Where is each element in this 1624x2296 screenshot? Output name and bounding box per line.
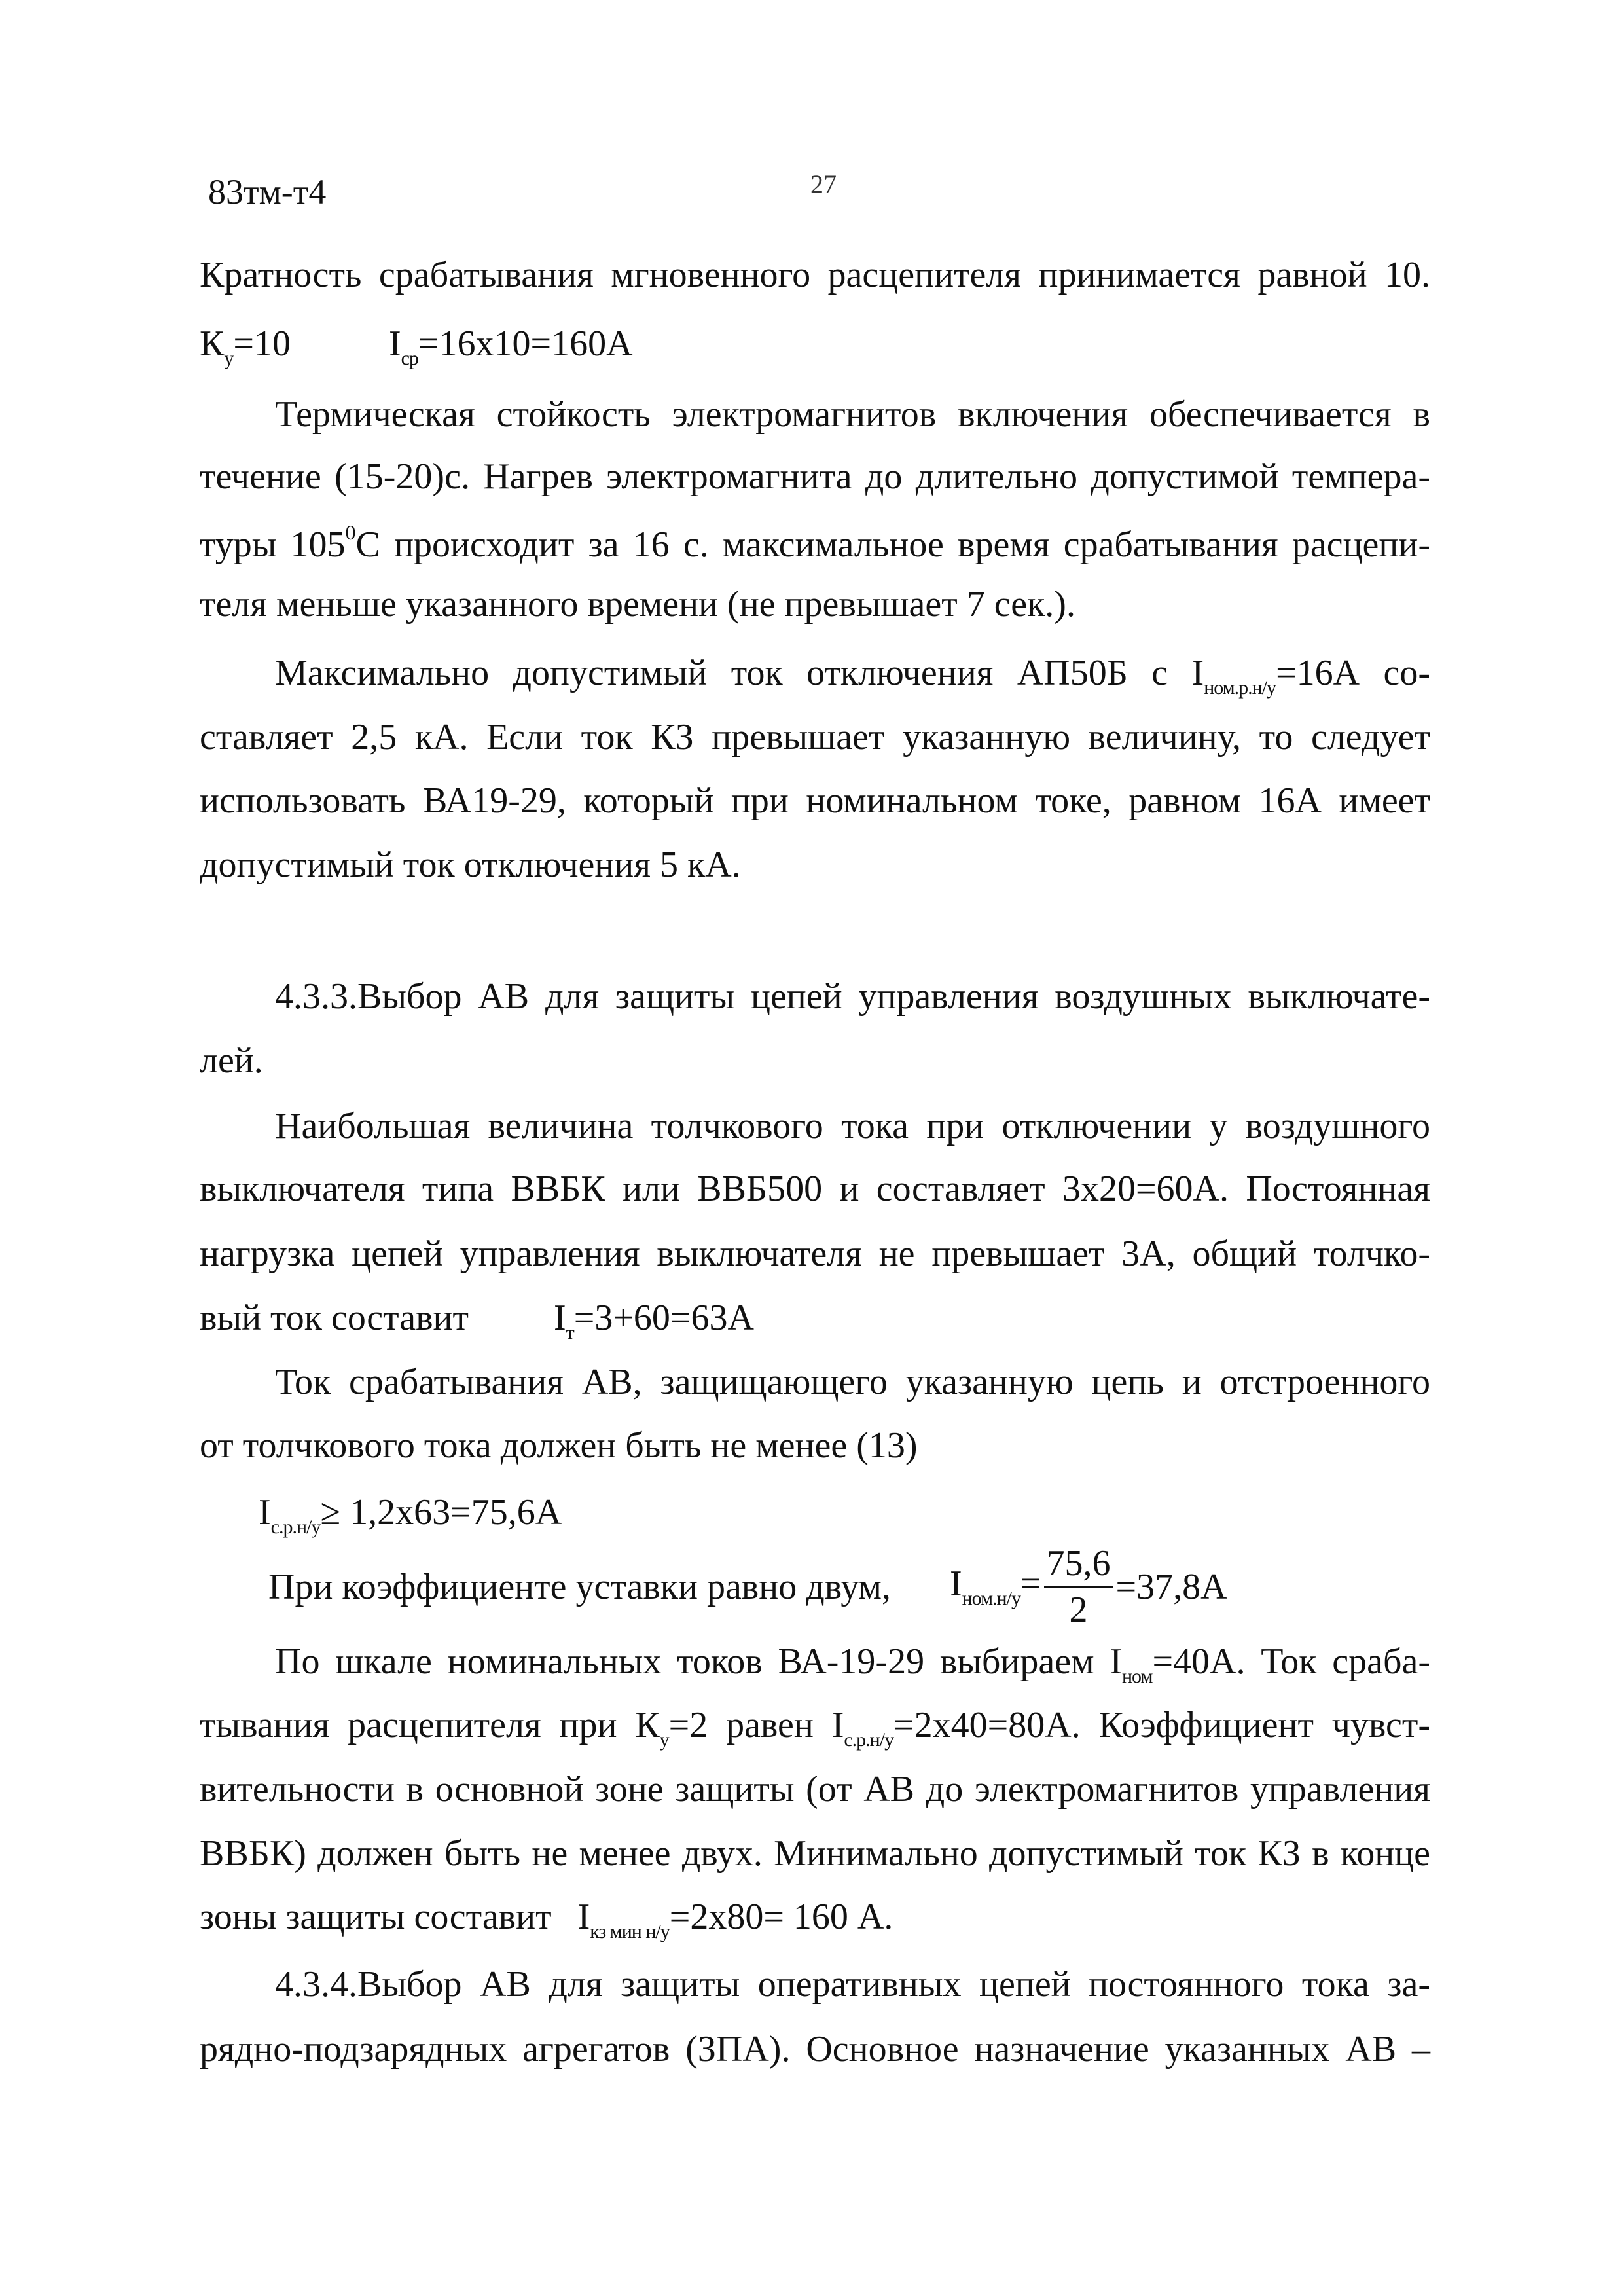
fraction: $\frac{75,6}{2}$ <box>1044 1545 1113 1628</box>
p2-line2: течение (15-20)с. Нагрев электромагнита до длительно допустимой темпера- <box>200 456 1430 497</box>
p3-line2: ставляет 2,5 кА. Если ток КЗ превышает указанную величину, то следует <box>200 717 1430 757</box>
p6-line4: ВВБК) должен быть не менее двух. Минимально допустимый ток КЗ в конце <box>200 1833 1430 1874</box>
section-4-3-4-heading: 4.3.4.Выбор АВ для защиты оперативных цепей постоянного тока за- <box>275 1964 1430 2005</box>
p4-line1: Наибольшая величина толчкового тока при отключении у воздушного <box>275 1106 1430 1146</box>
p3-line3: использовать ВА19-29, который при номинальном токе, равном 16А имеет <box>200 780 1430 821</box>
p3-line4: допустимый ток отключения 5 кА. <box>200 845 741 885</box>
section-4-3-3-heading: 4.3.3.Выбор АВ для защиты цепей управления воздушных выключате- <box>275 976 1430 1017</box>
p2-line4: теля меньше указанного времени (не превышает 7 сек.). <box>200 584 1075 625</box>
p6-line2: тывания расцепителя при $К_у=2$ равен $I_{с.р.н/у}=2х40=80А$. Коэффициент чувст- <box>200 1705 1431 1751</box>
formula-rated-current: При коэффициенте уставки равно двум, $I_{ном.н/у}=$ $\frac{75,6}{2}$ =37,8А <box>268 1543 1227 1630</box>
p5-line1: Ток срабатывания АВ, защищающего указанную цепь и отстроенного <box>275 1362 1430 1402</box>
p3-line1: Максимально допустимый ток отключения АП50Б с $I_{ном.р.н/у}=16А$ со- <box>275 653 1431 699</box>
formula-breaking-current: $I_{с.р.н/у}\ge 1,2х63=75,6А$ <box>259 1492 562 1538</box>
section-4-3-4-line2: рядно-подзарядных агрегатов (ЗПА). Основное назначение указанных АВ – <box>200 2029 1430 2069</box>
p5-line2: от толчкового тока должен быть не менее (13) <box>200 1425 918 1466</box>
p6-line3: вительности в основной зоне защиты (от АВ до электромагнитов управления <box>200 1769 1430 1810</box>
p4-line3: нагрузка цепей управления выключателя не превышает 3А, общий толчко- <box>200 1233 1430 1274</box>
p4-line2: выключателя типа ВВБК или ВВБ500 и составляет 3х20=60А. Постоянная <box>200 1169 1430 1209</box>
p6-line5: зоны защиты составит $I_{кз мин н/у}=2х80= 160$ А. <box>200 1897 893 1942</box>
section-4-3-3-heading-cont: лей. <box>200 1040 263 1081</box>
page-number: 27 <box>810 170 837 199</box>
p2-line3: туры $105^0С$ происходит за 16 с. максимальное время срабатывания расцепи- <box>200 520 1430 565</box>
p2-line1: Термическая стойкость электромагнитов включения обеспечивается в <box>275 394 1430 435</box>
p4-line4: вый ток составит $I_т=3+60=63А$ <box>200 1298 754 1343</box>
p1-line2: $К_у=10$ $I_{ср}=16х10=160А$ <box>200 323 633 369</box>
p6-line1: По шкале номинальных токов ВА-19-29 выбираем $I_{ном}=40А$. Ток сраба- <box>275 1641 1430 1687</box>
document-code: 83тм-т4 <box>208 172 327 211</box>
p1-line1: Кратность срабатывания мгновенного расцепителя принимается равной 10. <box>200 255 1430 295</box>
